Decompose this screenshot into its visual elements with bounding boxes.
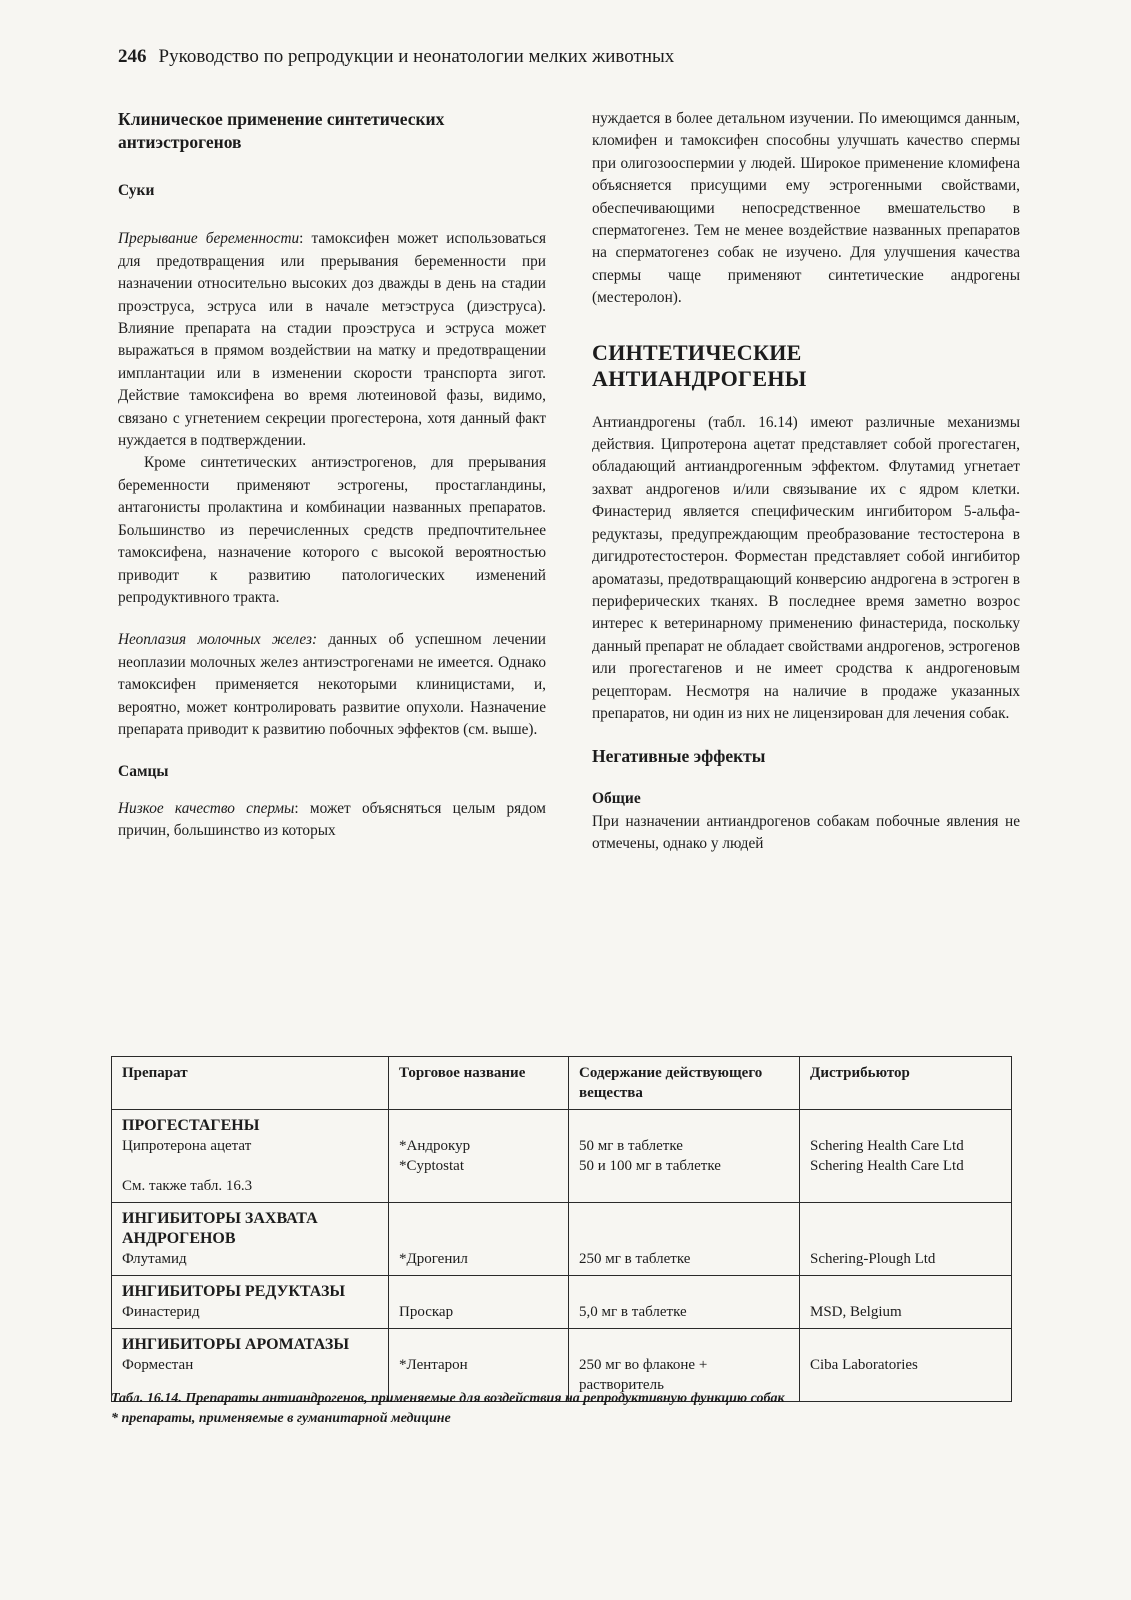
paragraph-general-effects: При назначении антиандрогенов собакам побочные явления не отмечены, однако у людей <box>592 812 1020 853</box>
running-title: Руководство по репродукции и неонатологии мелких животных <box>158 46 675 67</box>
table-cell-content: 250 мг в таблетке <box>569 1203 800 1276</box>
table-caption-label: Табл. 16.14. <box>111 1391 182 1406</box>
drug-name: Финастерид <box>122 1304 200 1320</box>
table-header-distributor: Дистрибьютор <box>800 1057 1012 1110</box>
subheading-bitches: Суки <box>118 182 155 199</box>
drug-group-label: ИНГИБИТОРЫ ЗАХВАТА АНДРОГЕНОВ <box>122 1210 318 1247</box>
table-cell-distributor: Ciba Laboratories <box>800 1329 1012 1402</box>
paragraph-antiandrogens: Антиандрогены (табл. 16.14) имеют различные механизмы действия. Ципротерона ацетат представляет собой прогестаген, обладающий антиандрогенным эффектом. Флутамид угнетает захват андрогенов и/или связывание их с ядром клетки. Финастерид является специфическим ингибитором 5-альфа-редуктазы, предупреждающим преобразование тестостерона в дигидротестостерон. Форместан представляет собой ингибитор ароматазы, предотвращающий конверсию андрогена в эстроген в периферических тканях. В последнее время заметно возрос интерес к ветеринарному применению финастерида, поскольку данный препарат не обладает свойствами андрогенов, эстрогенов или прогестагенов и не имеет сродства к андрогеновым рецепторам. Несмотря на наличие в продаже указанных препаратов, ни один из них не лицензирован для лечения собак. <box>592 413 1020 722</box>
drug-name: Флутамид <box>122 1251 187 1267</box>
table-header-drug: Препарат <box>112 1057 389 1110</box>
drug-name: Ципротерона ацетат <box>122 1138 252 1154</box>
table-cell-distributor: Schering Health Care Ltd Schering Health Care Ltd <box>800 1110 1012 1203</box>
paragraph-pregnancy-termination: Прерывание беременности: тамоксифен может использоваться для предотвращения или прерывания беременности при назначении относительно высоких доз дважды в день на стадии проэструса, эструса или в начале метэструса (диэструса). Влияние препарата на стадии проэструса и эструса может выражаться в прямом воздействии на матку и предотвращении имплантации или в изменении скорости транспорта зигот. Действие тамоксифена во время лютеиновой фазы, видимо, связано с угнетением секреции прогестерона, хотя данный факт нуждается в подтверждении. <box>118 230 546 450</box>
drug-name: Форместан <box>122 1357 194 1373</box>
section-heading-antiestrogens: Клиническое применение синтетических антиэстрогенов <box>118 109 445 152</box>
table-cell-content: 50 мг в таблетке 50 и 100 мг в таблетке <box>569 1110 800 1203</box>
table-caption-text: Препараты антиандрогенов, применяемые для воздействия на репродуктивную функцию собак <box>181 1391 785 1406</box>
drug-group-label: ИНГИБИТОРЫ АРОМАТАЗЫ <box>122 1336 350 1353</box>
drug-group-label: ПРОГЕСТАГЕНЫ <box>122 1117 260 1134</box>
table-cell-trade-name: Проскар <box>389 1276 569 1329</box>
table-cell-trade-name: *Лентарон <box>389 1329 569 1402</box>
lead-mammary-neoplasia: Неоплазия молочных желез: <box>118 631 318 649</box>
right-column <box>592 108 1020 856</box>
subheading-negative-effects: Негативные эффекты <box>592 746 766 767</box>
table-footnote: * препараты, применяемые в гуманитарной медицине <box>111 1411 451 1426</box>
page-number: 246 <box>118 46 147 67</box>
paragraph-sperm-continued: нуждается в более детальном изучении. По имеющимся данным, кломифен и тамоксифен способны улучшать качество спермы при олигозооспермии у людей. Широкое применение кломифена объясняется присущими ему эстрогенными свойствами, обеспечивающими непосредственное вмешательство в сперматогенез. Тем не менее воздействие названных препаратов на сперматогенез собак не изучено. Для улучшения качества спермы чаще применяют синтетические андрогены (местеролон). <box>592 110 1020 307</box>
drug-group-label: ИНГИБИТОРЫ РЕДУКТАЗЫ <box>122 1283 346 1300</box>
paragraph-other-agents: Кроме синтетических антиэстрогенов, для прерывания беременности применяют эстрогены, простагландины, антагонисты пролактина и комбинации названных препаратов. Большинство из перечисленных средств предпочтительнее тамоксифена, назначение которого с высокой вероятностью приводит к развитию патологических изменений репродуктивного тракта. <box>118 454 546 606</box>
left-column <box>118 108 546 843</box>
table-header-content: Содержание действующего вещества <box>569 1057 800 1110</box>
antiandrogen-table <box>111 1056 1012 1402</box>
subheading-males: Самцы <box>118 763 169 781</box>
paragraph-mammary-neoplasia: Неоплазия молочных желез: данных об успешном лечении неоплазии молочных желез антиэстрогенами не имеется. Однако тамоксифен применяется некоторыми клиницистами, и, вероятно, может контролировать развитие опухоли. Назначение препарата приводит к развитию побочных эффектов (см. выше). <box>118 631 546 738</box>
table-cell-distributor: Schering-Plough Ltd <box>800 1203 1012 1276</box>
table-header-trade-name: Торговое название <box>389 1057 569 1110</box>
lead-sperm-quality: Низкое качество спермы <box>118 799 295 817</box>
lead-pregnancy-termination: Прерывание беременности <box>118 230 300 248</box>
subheading-general: Общие <box>592 790 641 808</box>
table-cell-drug <box>112 1203 389 1276</box>
running-head <box>118 46 1018 68</box>
section-heading-antiandrogens: СИНТЕТИЧЕСКИЕ АНТИАНДРОГЕНЫ <box>592 339 807 391</box>
table-cell-content: 250 мг во флаконе + растворитель <box>569 1329 800 1402</box>
table-header-row <box>112 1057 1012 1110</box>
table-caption <box>111 1389 1011 1429</box>
table-cell-distributor: MSD, Belgium <box>800 1276 1012 1329</box>
table-row <box>112 1203 1012 1276</box>
table-cell-drug <box>112 1110 389 1203</box>
table-cell-trade-name: *Дрогенил <box>389 1203 569 1276</box>
table-cell-drug <box>112 1276 389 1329</box>
table-row <box>112 1110 1012 1203</box>
table-cell-content: 5,0 мг в таблетке <box>569 1276 800 1329</box>
table-cell-trade-name: *Андрокур *Cyptostat <box>389 1110 569 1203</box>
drug-note: См. также табл. 16.3 <box>122 1178 253 1194</box>
paragraph-sperm-quality: Низкое качество спермы: может объясняться целым рядом причин, большинство из которых <box>118 799 546 840</box>
table-row <box>112 1276 1012 1329</box>
